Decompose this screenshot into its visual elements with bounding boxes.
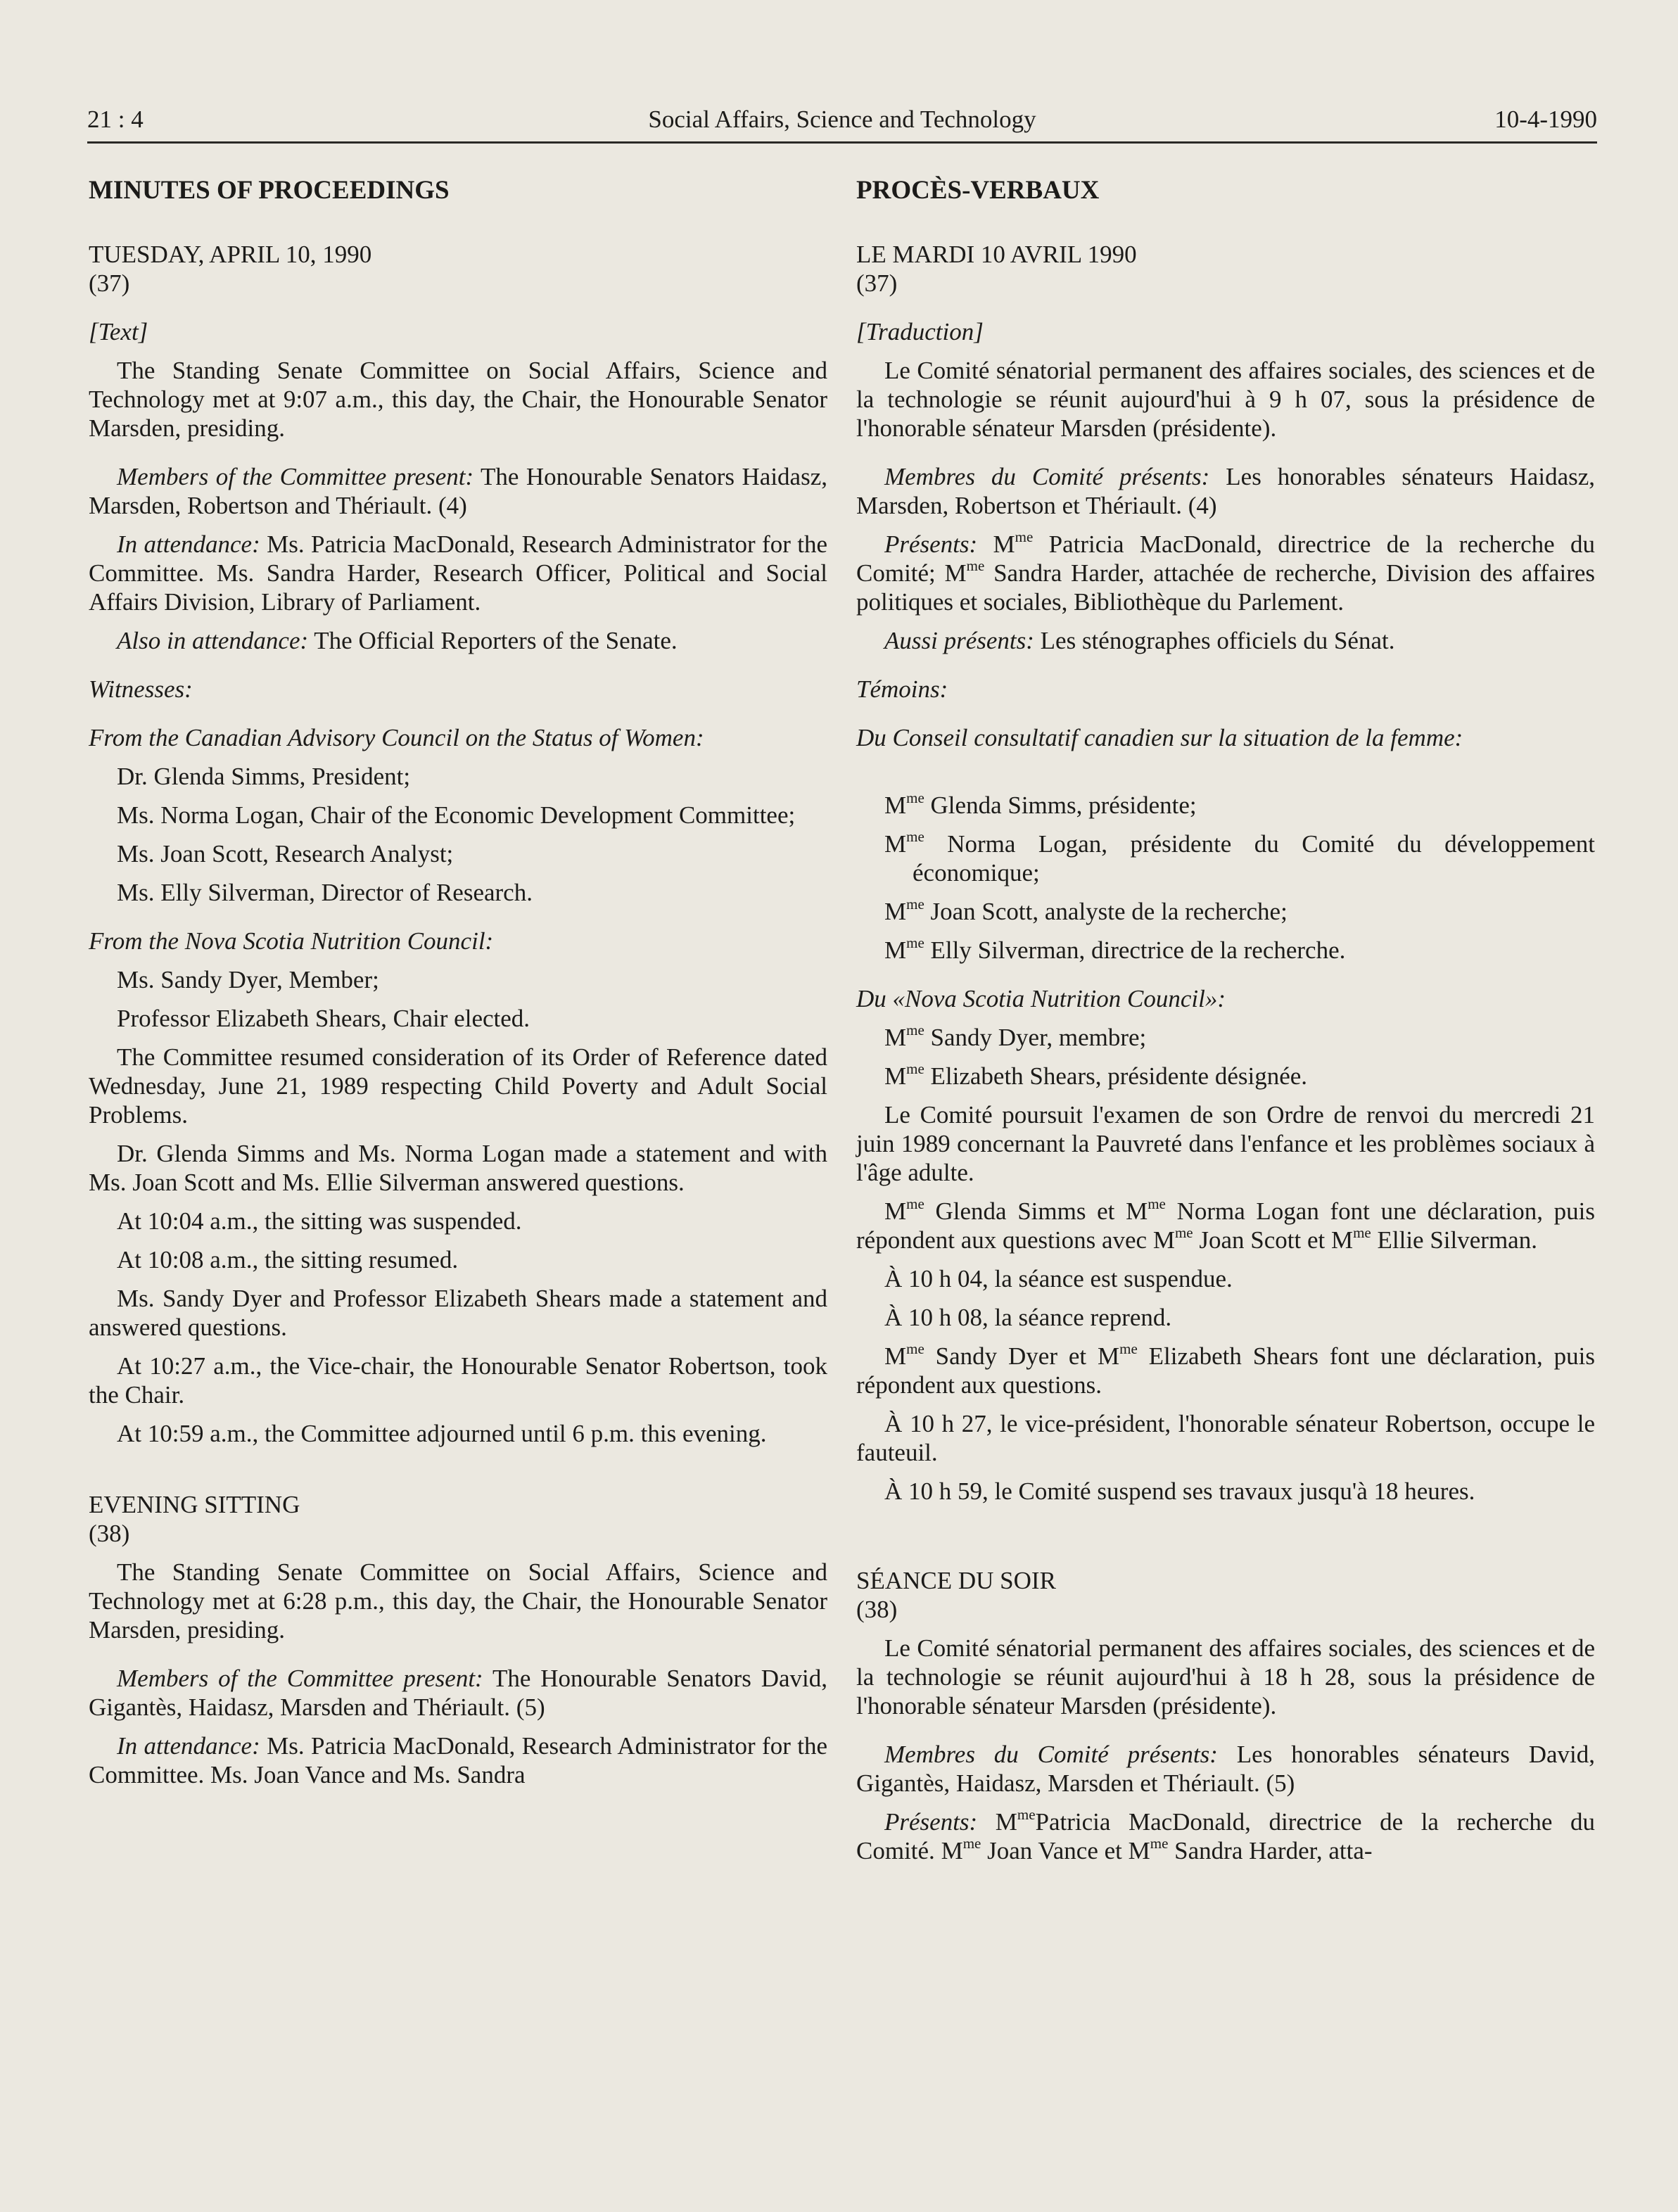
witness-text: Sandy Dyer, membre;	[930, 1024, 1147, 1051]
english-paragraph: At 10:59 a.m., the Committee adjourned until 6 p.m. this evening.	[117, 1420, 767, 1447]
mme-sup: me	[1017, 1806, 1036, 1823]
witness-item	[884, 830, 1595, 887]
witness-item	[884, 936, 1595, 965]
mme-sup: me	[1174, 1224, 1193, 1241]
also-label: Aussi présents:	[884, 627, 1034, 654]
paragraph-text: Ellie Silverman.	[1377, 1226, 1537, 1254]
witness-text: Elly Silverman, directrice de la recherche.	[930, 936, 1346, 964]
french-paragraph	[856, 1342, 1595, 1399]
witness-item: Ms. Joan Scott, Research Analyst;	[117, 840, 454, 867]
english-sitting-number: (37)	[89, 269, 130, 297]
mme-sup: me	[906, 1022, 924, 1038]
witness-item: Ms. Sandy Dyer, Member;	[117, 966, 379, 993]
mme-abbrev: M	[941, 1837, 963, 1864]
mme-sup: me	[1148, 1195, 1166, 1212]
mme-abbrev: M	[1098, 1342, 1120, 1370]
attendance-text: Ms. Patricia MacDonald, Research Administrator for the Committee. Ms. Joan Vance and Ms. Sandra	[89, 1732, 827, 1788]
mme-sup: me	[906, 1340, 924, 1357]
mme-sup: me	[966, 557, 985, 574]
also-text: Les sténographes officiels du Sénat.	[1040, 627, 1395, 654]
french-paragraph: À 10 h 27, le vice-président, l'honorable sénateur Robertson, occupe le fauteuil.	[856, 1410, 1595, 1466]
french-paragraph: Le Comité poursuit l'examen de son Ordre de renvoi du mercredi 21 juin 1989 concernant la Pauvreté dans l'enfance et les problèmes sociaux à l'âge adulte.	[856, 1101, 1595, 1186]
witness-item: Ms. Elly Silverman, Director of Research.	[117, 879, 533, 906]
french-from-council: Du Conseil consultatif canadien sur la situation de la femme:	[856, 724, 1463, 751]
mme-sup: me	[906, 828, 924, 845]
members-label: Membres du Comité présents:	[884, 463, 1210, 490]
french-attendance	[856, 1807, 1595, 1865]
witness-item: Ms. Norma Logan, Chair of the Economic Development Committee;	[117, 801, 796, 829]
also-label: Also in attendance:	[117, 627, 309, 654]
english-witnesses-label: Witnesses:	[89, 675, 193, 703]
mme-abbrev: M	[884, 898, 907, 925]
witness-item	[884, 1062, 1595, 1091]
mme-abbrev: M	[1128, 1837, 1150, 1864]
english-column	[89, 176, 827, 1789]
paragraph-text: Elizabeth Shears font une déclaration, puis répondent aux questions.	[856, 1342, 1595, 1399]
mme-abbrev: M	[884, 936, 907, 964]
page-header	[87, 106, 1597, 139]
mme-sup: me	[1015, 528, 1034, 545]
paragraph-text: Joan Scott et	[1199, 1226, 1326, 1254]
attendance-label: In attendance:	[117, 530, 260, 558]
french-heading: PROCÈS-VERBAUX	[856, 176, 1100, 205]
english-day: TUESDAY, APRIL 10, 1990	[89, 241, 372, 268]
witness-text: Joan Scott, analyste de la recherche;	[930, 898, 1288, 925]
mme-abbrev: M	[884, 1024, 907, 1051]
witness-item: Professor Elizabeth Shears, Chair elected.	[117, 1005, 530, 1032]
mme-sup: me	[1150, 1835, 1169, 1852]
english-sitting-number: (38)	[89, 1520, 130, 1547]
french-members	[856, 462, 1595, 520]
mme-abbrev: M	[995, 1808, 1017, 1836]
mme-sup: me	[906, 789, 924, 806]
paragraph-text: Norma Logan font une déclaration, puis répondent aux questions avec	[856, 1197, 1596, 1254]
mme-abbrev: M	[1152, 1226, 1175, 1254]
members-text: The Honourable Senators David, Gigantès, Haidasz, Marsden and Thériault. (5)	[89, 1665, 827, 1721]
french-paragraph: À 10 h 59, le Comité suspend ses travaux jusqu'à 18 heures.	[884, 1477, 1475, 1505]
witness-text: Elizabeth Shears, présidente désignée.	[930, 1062, 1308, 1090]
members-label: Members of the Committee present:	[117, 1665, 483, 1692]
french-sitting-number: (37)	[856, 269, 898, 297]
mme-abbrev: M	[944, 559, 967, 587]
french-from-nutrition: Du «Nova Scotia Nutrition Council»:	[856, 985, 1226, 1012]
members-label: Membres du Comité présents:	[884, 1741, 1218, 1768]
attendance-text: Ms. Patricia MacDonald, Research Administrator for the Committee. Ms. Sandra Harder, Research Officer, Political and Social Affairs Division, Library of Parliament.	[89, 530, 827, 616]
english-members	[89, 1664, 827, 1722]
english-members	[89, 462, 827, 520]
french-paragraph: À 10 h 08, la séance reprend.	[884, 1304, 1172, 1331]
page-number: 21 : 4	[87, 106, 144, 133]
attendance-label: In attendance:	[117, 1732, 260, 1760]
mme-abbrev: M	[884, 1197, 907, 1225]
mme-abbrev: M	[1330, 1226, 1354, 1254]
members-label: Members of the Committee present:	[117, 463, 474, 490]
french-attendance	[856, 530, 1595, 616]
french-evening-heading: SÉANCE DU SOIR	[856, 1567, 1056, 1594]
mme-abbrev: M	[884, 830, 907, 858]
english-also-attendance	[89, 626, 827, 655]
attendance-label: Présents:	[884, 530, 978, 558]
english-attendance	[89, 1731, 827, 1789]
attendance-text: Joan Vance et	[987, 1837, 1122, 1864]
members-text: Les honorables sénateurs David, Gigantès, Haidasz, Marsden et Thériault. (5)	[856, 1741, 1595, 1797]
attendance-text: Sandra Harder, atta-	[1174, 1837, 1373, 1864]
attendance-text: Sandra Harder, attachée de recherche, Division des affaires politiques et sociales, Bibliothèque du Parlement.	[856, 559, 1596, 616]
french-opening-paragraph: Le Comité sénatorial permanent des affaires sociales, des sciences et de la technologie se réunit aujourd'hui à 9 h 07, sous la présidence de l'honorable sénateur Marsden (présidente).	[856, 357, 1595, 442]
attendance-label: Présents:	[884, 1808, 978, 1836]
french-column	[856, 176, 1595, 1865]
mme-sup: me	[906, 1060, 924, 1077]
french-sitting-number: (38)	[856, 1596, 898, 1623]
mme-sup: me	[1119, 1340, 1138, 1357]
paragraph-text: Glenda Simms et	[935, 1197, 1115, 1225]
french-also-attendance	[856, 626, 1595, 655]
english-paragraph: The Committee resumed consideration of its Order of Reference dated Wednesday, June 21, 1989 respecting Child Poverty and Adult Social Problems.	[89, 1043, 827, 1129]
mme-abbrev: M	[993, 530, 1015, 558]
english-evening-heading: EVENING SITTING	[89, 1491, 300, 1518]
members-text: The Honourable Senators Haidasz, Marsden, Robertson and Thériault. (4)	[89, 463, 827, 519]
witness-text: Glenda Simms, présidente;	[930, 792, 1197, 819]
attendance-text: Patricia MacDonald, directrice de la recherche du Comité.	[856, 1808, 1596, 1864]
header-date: 10-4-1990	[1494, 106, 1597, 133]
french-paragraph	[856, 1197, 1595, 1254]
witness-text: Norma Logan, présidente du Comité du développement économique;	[913, 830, 1595, 886]
text-tag: [Text]	[89, 318, 148, 345]
also-text: The Official Reporters of the Senate.	[314, 627, 678, 654]
members-text: Les honorables sénateurs Haidasz, Marsden, Robertson et Thériault. (4)	[856, 463, 1596, 519]
mme-sup: me	[906, 1195, 924, 1212]
french-evening-paragraph: Le Comité sénatorial permanent des affaires sociales, des sciences et de la technologie se réunit aujourd'hui à 18 h 28, sous la présidence de l'honorable sénateur Marsden (présidente).	[856, 1634, 1595, 1720]
english-heading: MINUTES OF PROCEEDINGS	[89, 176, 450, 205]
mme-abbrev: M	[1126, 1197, 1148, 1225]
english-paragraph: At 10:04 a.m., the sitting was suspended.	[117, 1207, 522, 1235]
mme-abbrev: M	[884, 792, 907, 819]
translation-tag: [Traduction]	[856, 318, 984, 345]
english-attendance	[89, 530, 827, 616]
witness-item	[884, 791, 1595, 820]
french-members	[856, 1740, 1595, 1798]
witness-item: Dr. Glenda Simms, President;	[117, 763, 411, 790]
english-from-council: From the Canadian Advisory Council on the Status of Women:	[89, 724, 704, 751]
english-paragraph: Ms. Sandy Dyer and Professor Elizabeth Shears made a statement and answered questions.	[89, 1285, 827, 1341]
french-paragraph: À 10 h 04, la séance est suspendue.	[884, 1265, 1233, 1292]
english-paragraph: At 10:27 a.m., the Vice-chair, the Honourable Senator Robertson, took the Chair.	[89, 1352, 827, 1409]
paragraph-text: Sandy Dyer et	[935, 1342, 1087, 1370]
english-evening-paragraph: The Standing Senate Committee on Social Affairs, Science and Technology met at 6:28 p.m., this day, the Chair, the Honourable Senator Marsden, presiding.	[89, 1558, 827, 1644]
english-paragraph: Dr. Glenda Simms and Ms. Norma Logan made a statement and with Ms. Joan Scott and Ms. Ellie Silverman answered questions.	[89, 1140, 827, 1196]
mme-sup: me	[1353, 1224, 1371, 1241]
mme-sup: me	[906, 934, 924, 951]
english-from-nutrition: From the Nova Scotia Nutrition Council:	[89, 927, 494, 955]
witness-item	[884, 897, 1595, 926]
attendance-text: Patricia MacDonald, directrice de la recherche du Comité;	[856, 530, 1595, 587]
mme-abbrev: M	[884, 1062, 907, 1090]
mme-sup: me	[962, 1835, 981, 1852]
header-rule	[87, 141, 1597, 144]
running-title: Social Affairs, Science and Technology	[648, 106, 1036, 133]
english-paragraph: At 10:08 a.m., the sitting resumed.	[117, 1246, 459, 1273]
english-opening-paragraph: The Standing Senate Committee on Social Affairs, Science and Technology met at 9:07 a.m., this day, the Chair, the Honourable Senator Marsden, presiding.	[89, 357, 827, 442]
mme-sup: me	[906, 896, 924, 913]
french-witnesses-label: Témoins:	[856, 675, 948, 703]
french-day: LE MARDI 10 AVRIL 1990	[856, 241, 1137, 268]
mme-abbrev: M	[884, 1342, 907, 1370]
witness-item	[884, 1023, 1595, 1052]
